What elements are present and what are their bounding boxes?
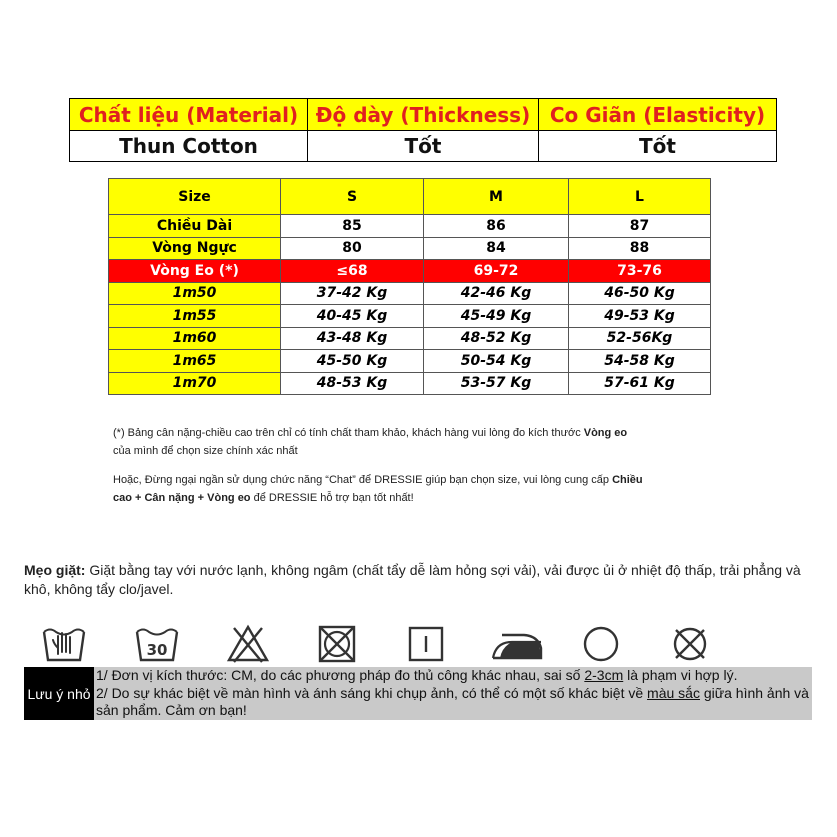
- size-header-row: [109, 179, 711, 215]
- chat-note-bold2: cao + Cân nặng + Vòng eo: [113, 492, 251, 504]
- material-header: Chất liệu (Material): [70, 99, 308, 131]
- table-cell: 84: [424, 237, 569, 260]
- table-cell: 54-58 Kg: [569, 350, 711, 373]
- table-cell: 48-52 Kg: [424, 327, 569, 350]
- size-note: [113, 424, 733, 460]
- table-cell: 50-54 Kg: [424, 350, 569, 373]
- footer-line2-underline: màu sắc: [647, 684, 700, 701]
- table-cell: 57-61 Kg: [569, 372, 711, 395]
- material-value-row: [70, 131, 777, 162]
- dry-clean-icon: [581, 622, 621, 666]
- table-cell: 46-50 Kg: [569, 282, 711, 305]
- table-cell: ≤68: [281, 260, 424, 283]
- table-cell: 45-49 Kg: [424, 305, 569, 328]
- table-row: [109, 237, 711, 260]
- row-label: 1m55: [109, 305, 281, 328]
- table-row: [109, 327, 711, 350]
- footer-line1-pre: 1/ Đơn vị kích thước: CM, do các phương pháp đo thủ công khác nhau, sai số: [96, 667, 585, 683]
- material-table: [69, 98, 777, 162]
- wash-tips-label: Mẹo giặt:: [24, 562, 86, 578]
- row-label: 1m70: [109, 372, 281, 395]
- size-table: [108, 178, 711, 395]
- footer-line2-pre: 2/ Do sự khác biệt về màn hình và ánh sáng khi chụp ảnh, có thể có một số khác biệt về: [96, 684, 648, 701]
- table-cell: 48-53 Kg: [281, 372, 424, 395]
- footer-line2: [96, 685, 812, 720]
- table-cell: 73-76: [569, 260, 711, 283]
- elasticity-header: Co Giãn (Elasticity): [539, 99, 777, 131]
- chat-note-text: Hoặc, Đừng ngại ngần sử dụng chức năng “Chat” để DRESSIE giúp bạn chọn size, vui lòng cung cấp: [113, 474, 613, 486]
- footer-text: [94, 667, 812, 720]
- table-cell: 69-72: [424, 260, 569, 283]
- table-cell: 53-57 Kg: [424, 372, 569, 395]
- material-value: Thun Cotton: [70, 131, 308, 162]
- thickness-value: Tốt: [308, 131, 539, 162]
- table-cell: 86: [424, 215, 569, 238]
- size-column-header: Size: [109, 179, 281, 215]
- line-dry-icon: [406, 622, 446, 666]
- wash-tips: [24, 561, 824, 599]
- chat-note-tail: để DRESSIE hỗ trợ bạn tốt nhất!: [250, 492, 414, 504]
- table-cell: 37-42 Kg: [281, 282, 424, 305]
- size-note-text: (*) Bảng cân nặng-chiều cao trên chỉ có tính chất tham khảo, khách hàng vui lòng đo kích thước: [113, 427, 584, 439]
- wash-30-icon: [133, 622, 181, 666]
- footer-line1-underline: 2-3cm: [584, 667, 624, 683]
- size-m-header: M: [424, 179, 569, 215]
- row-label: Chiều Dài: [109, 215, 281, 238]
- row-label: 1m50: [109, 282, 281, 305]
- row-label: 1m60: [109, 327, 281, 350]
- size-s-header: S: [281, 179, 424, 215]
- size-l-header: L: [569, 179, 711, 215]
- table-cell: 88: [569, 237, 711, 260]
- table-row: [109, 350, 711, 373]
- no-bleach-icon: [226, 622, 270, 666]
- table-row: [109, 372, 711, 395]
- table-cell: 45-50 Kg: [281, 350, 424, 373]
- size-note-bold: Vòng eo: [583, 427, 628, 439]
- care-icons: [40, 622, 720, 666]
- footer-label: Lưu ý nhỏ: [24, 667, 94, 720]
- no-tumble-dry-icon: [316, 622, 358, 666]
- wash-temp-label: 30: [146, 641, 168, 659]
- row-label: Vòng Ngực: [109, 237, 281, 260]
- size-note-line2: của mình để chọn size chính xác nhất: [113, 445, 298, 457]
- footer-line1-post: là phạm vi hợp lý.: [623, 667, 738, 683]
- table-row: [109, 282, 711, 305]
- table-cell: 87: [569, 215, 711, 238]
- wash-tips-text: Giặt bằng tay với nước lạnh, không ngâm (chất tẩy dễ làm hỏng sợi vải), vải được ủi ở nhiệt độ thấp, trải phẳng và khô, không tẩy clo/javel.: [24, 562, 801, 597]
- chat-note: [113, 471, 733, 507]
- table-cell: 80: [281, 237, 424, 260]
- elasticity-value: Tốt: [539, 131, 777, 162]
- footer-line1: [96, 667, 812, 685]
- row-label: 1m65: [109, 350, 281, 373]
- table-cell: 52-56Kg: [569, 327, 711, 350]
- material-header-row: [70, 99, 777, 131]
- table-cell: 85: [281, 215, 424, 238]
- table-cell: 42-46 Kg: [424, 282, 569, 305]
- row-label: Vòng Eo (*): [109, 260, 281, 283]
- waist-row: [109, 260, 711, 283]
- footer-line2-post: giữa hình ảnh và sản phẩm. Cảm ơn bạn!: [96, 684, 809, 718]
- no-dry-clean-icon: [670, 622, 710, 666]
- iron-low-icon: [490, 622, 544, 666]
- table-cell: 43-48 Kg: [281, 327, 424, 350]
- hand-wash-icon: [40, 622, 88, 666]
- table-row: [109, 215, 711, 238]
- table-row: [109, 305, 711, 328]
- chat-note-bold1: Chiều: [612, 474, 643, 486]
- thickness-header: Độ dày (Thickness): [308, 99, 539, 131]
- footer-note: [24, 667, 812, 720]
- table-cell: 49-53 Kg: [569, 305, 711, 328]
- table-cell: 40-45 Kg: [281, 305, 424, 328]
